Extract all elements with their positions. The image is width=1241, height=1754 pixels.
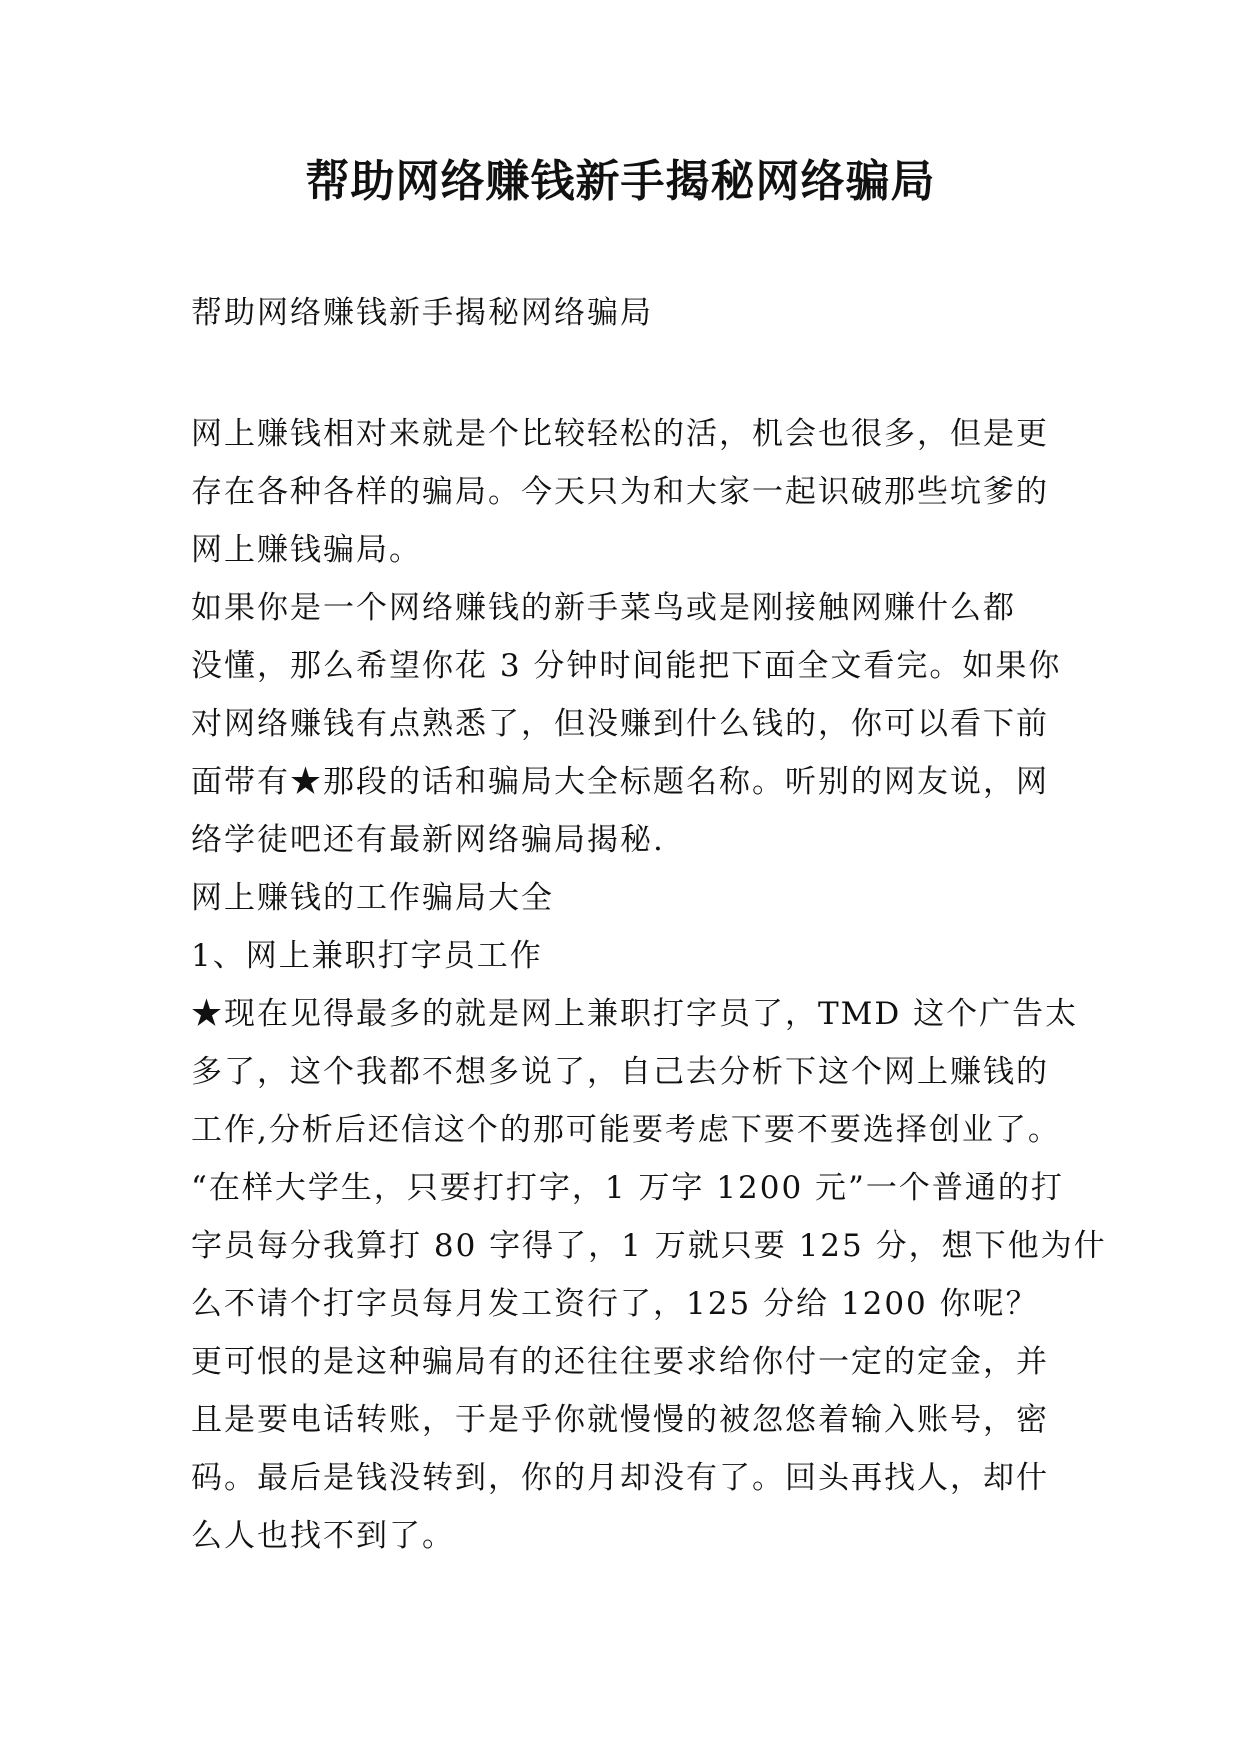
list-item-heading: 1、网上兼职打字员工作	[191, 938, 543, 974]
body-line: 码。最后是钱没转到，你的月却没有了。回头再找人，却什	[191, 1460, 1049, 1496]
body-line: 工作,分析后还信这个的那可能要考虑下要不要选择创业了。	[191, 1112, 1061, 1148]
body-line: 对网络赚钱有点熟悉了，但没赚到什么钱的，你可以看下前	[191, 706, 1049, 742]
body-line: 且是要电话转账，于是乎你就慢慢的被忽悠着输入账号，密	[191, 1402, 1049, 1438]
document-subtitle: 帮助网络赚钱新手揭秘网络骗局	[191, 295, 653, 331]
body-line: 络学徒吧还有最新网络骗局揭秘.	[191, 822, 665, 858]
document-body	[191, 405, 1107, 1565]
body-line: 面带有★那段的话和骗局大全标题名称。听别的网友说，网	[191, 764, 1049, 800]
body-line: ★现在见得最多的就是网上兼职打字员了，TMD 这个广告太	[191, 996, 1079, 1032]
body-line: 没懂，那么希望你花 3 分钟时间能把下面全文看完。如果你	[191, 648, 1062, 684]
body-line: 么不请个打字员每月发工资行了，125 分给 1200 你呢？	[191, 1286, 1039, 1322]
body-line: 字员每分我算打 80 字得了，1 万就只要 125 分，想下他为什	[191, 1228, 1107, 1264]
body-line: 么人也找不到了。	[191, 1518, 455, 1554]
body-line: 多了，这个我都不想多说了，自己去分析下这个网上赚钱的	[191, 1054, 1049, 1090]
body-line: “在样大学生，只要打打字，1 万字 1200 元”一个普通的打	[191, 1170, 1064, 1206]
body-line: 网上赚钱骗局。	[191, 532, 422, 568]
body-line: 更可恨的是这种骗局有的还往往要求给你付一定的定金，并	[191, 1344, 1049, 1380]
body-line: 网上赚钱相对来就是个比较轻松的活，机会也很多，但是更	[191, 416, 1049, 452]
body-line: 如果你是一个网络赚钱的新手菜鸟或是刚接触网赚什么都	[191, 590, 1016, 626]
document-title: 帮助网络赚钱新手揭秘网络骗局	[305, 156, 936, 207]
body-line: 存在各种各样的骗局。今天只为和大家一起识破那些坑爹的	[191, 474, 1049, 510]
section-heading: 网上赚钱的工作骗局大全	[191, 880, 554, 916]
